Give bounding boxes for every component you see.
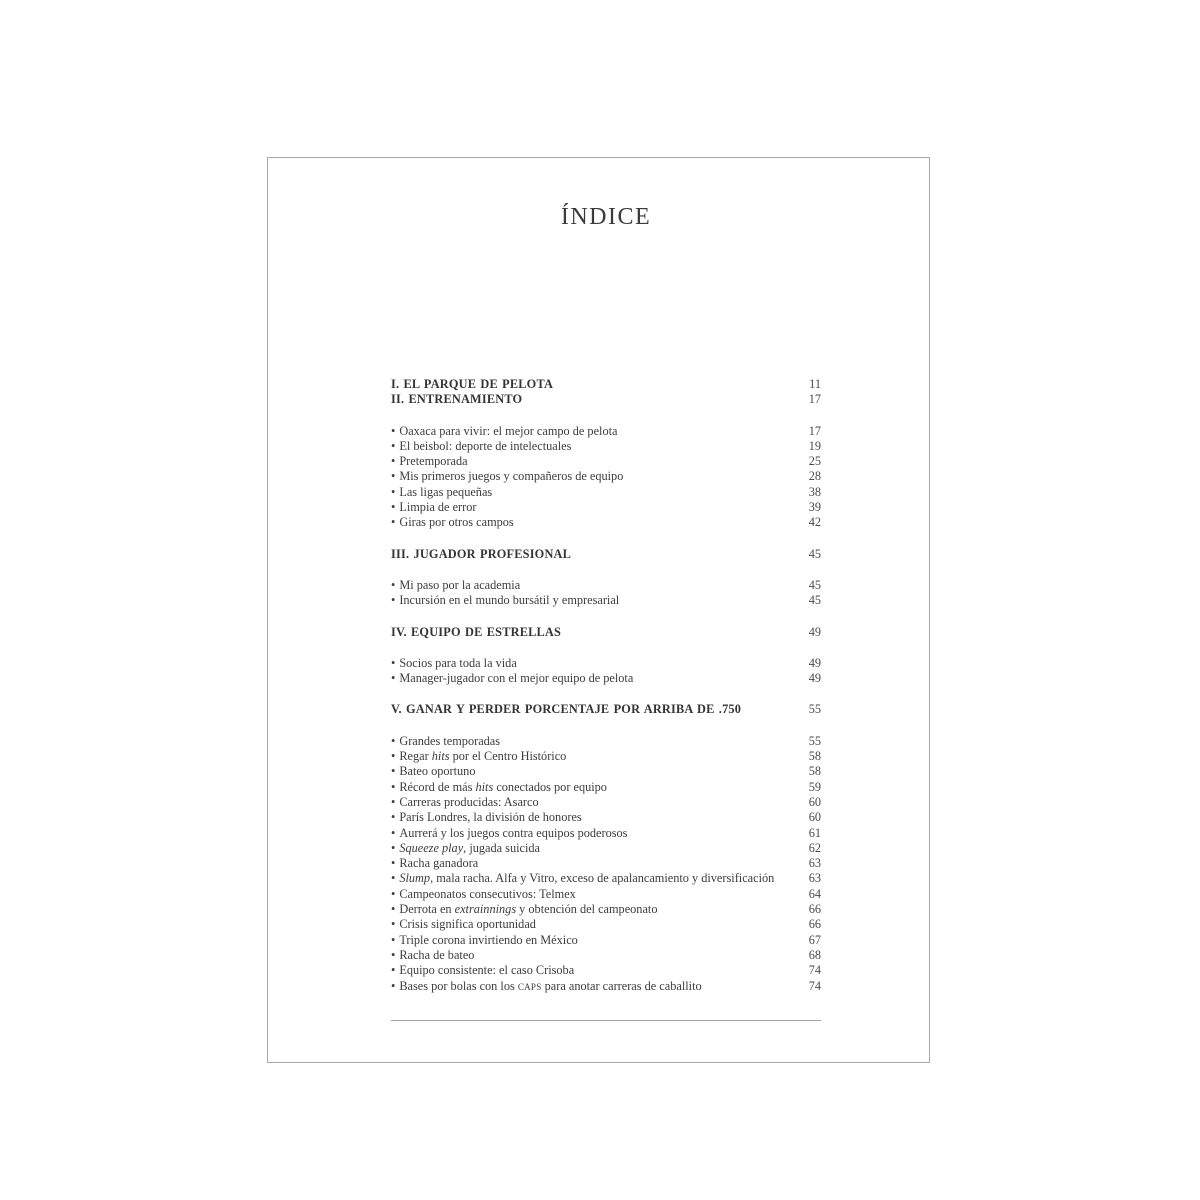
toc-item-row: [391, 734, 821, 749]
item-label: [399, 656, 516, 670]
bullet-marker: •: [391, 733, 396, 748]
item-text-segment: Regar: [399, 749, 432, 764]
item-label: [399, 515, 513, 529]
item-text-segment: y obtención del campeonato: [516, 902, 658, 917]
bullet-marker: •: [391, 856, 396, 871]
page-number: 45: [808, 577, 821, 592]
item-label: [399, 439, 571, 453]
item-text-segment: , mala racha. Alfa y Vitro, exceso de apalancamiento y diversificación: [430, 871, 775, 886]
toc-item-row: [391, 671, 821, 686]
item-text-segment: Récord de más: [399, 779, 476, 794]
toc: [391, 377, 821, 1021]
toc-group: [391, 702, 821, 993]
page-number: 49: [808, 624, 821, 639]
page-number: 39: [808, 500, 821, 515]
page-number: 17: [808, 423, 821, 438]
toc-item-row: [391, 764, 821, 779]
item-label: [399, 500, 476, 514]
toc-item-row: [391, 841, 821, 856]
page-number: 58: [808, 749, 821, 764]
bullet-marker: •: [391, 423, 396, 438]
item-text-segment: por el Centro Histórico: [449, 749, 567, 764]
bullet-marker: •: [391, 779, 396, 794]
bullet-marker: •: [391, 917, 396, 932]
page-number: 55: [808, 733, 821, 748]
bullet-marker: •: [391, 764, 396, 779]
item-text-segment: Squeeze play: [399, 840, 464, 855]
toc-item-row: [391, 593, 821, 608]
bullet-marker: •: [391, 671, 396, 686]
toc-group: [391, 625, 821, 687]
page-number: 59: [808, 779, 821, 794]
bullet-marker: •: [391, 500, 396, 515]
item-text-segment: París Londres, la división de honores: [399, 810, 582, 825]
chapter-label: IV. EQUIPO DE ESTRELLAS: [391, 624, 562, 639]
item-text-segment: Giras por otros campos: [399, 515, 514, 530]
toc-item-row: [391, 749, 821, 764]
item-text-segment: Bateo oportuno: [399, 764, 476, 779]
chapter-label: III. JUGADOR PROFESIONAL: [391, 546, 572, 561]
item-label: [399, 593, 619, 607]
item-label: [399, 671, 633, 685]
toc-item-row: [391, 902, 821, 917]
item-text-segment: El beisbol: deporte de intelectuales: [399, 438, 572, 453]
item-text-segment: Mis primeros juegos y compañeros de equipo: [399, 469, 624, 484]
item-text-segment: Manager-jugador con el mejor equipo de pelota: [399, 671, 634, 686]
bullet-marker: •: [391, 484, 396, 499]
bullet-marker: •: [391, 978, 396, 993]
item-label: [399, 734, 500, 748]
chapter-label: V. GANAR Y PERDER PORCENTAJE POR ARRIBA DE .750: [391, 702, 742, 717]
footer-rule: [391, 1020, 821, 1021]
item-label: [399, 485, 492, 499]
toc-item-row: [391, 856, 821, 871]
item-text-segment: caps: [517, 978, 542, 993]
page-title: ÍNDICE: [560, 204, 652, 230]
item-label: [399, 856, 478, 870]
item-label: [399, 578, 520, 592]
page-number: 67: [808, 932, 821, 947]
toc-item-row: [391, 795, 821, 810]
bullet-marker: •: [391, 655, 396, 670]
page-number: 58: [808, 764, 821, 779]
toc-chapter-row: [391, 625, 821, 640]
item-text-segment: Bases por bolas con los: [399, 978, 518, 993]
page-number: 49: [808, 671, 821, 686]
page-number: 60: [808, 810, 821, 825]
item-text-segment: Incursión en el mundo bursátil y empresarial: [399, 593, 620, 608]
bullet-marker: •: [391, 810, 396, 825]
page-number: 66: [808, 902, 821, 917]
bullet-marker: •: [391, 871, 396, 886]
bullet-marker: •: [391, 593, 396, 608]
item-text-segment: Socios para toda la vida: [399, 655, 517, 670]
page-number: 63: [808, 871, 821, 886]
item-text-segment: Derrota en: [399, 902, 455, 917]
bullet-marker: •: [391, 825, 396, 840]
page-number: 66: [808, 917, 821, 932]
page-number: 74: [808, 978, 821, 993]
toc-item-row: [391, 887, 821, 902]
item-text-segment: Equipo consistente: el caso Crisoba: [399, 963, 575, 978]
toc-item-row: [391, 515, 821, 530]
page-number: 64: [808, 886, 821, 901]
page-number: 61: [808, 825, 821, 840]
item-label: [399, 424, 617, 438]
bullet-marker: •: [391, 438, 396, 453]
item-text-segment: Grandes temporadas: [399, 733, 501, 748]
bullet-marker: •: [391, 963, 396, 978]
toc-item-row: [391, 826, 821, 841]
page-number: 19: [808, 438, 821, 453]
bullet-marker: •: [391, 902, 396, 917]
toc-chapter-row: [391, 392, 821, 407]
toc-chapter-row: [391, 547, 821, 562]
item-label: [399, 979, 701, 993]
item-text-segment: Racha ganadora: [399, 856, 479, 871]
toc-item-row: [391, 979, 821, 994]
page-number: 45: [808, 546, 821, 561]
toc-item-row: [391, 454, 821, 469]
bullet-marker: •: [391, 886, 396, 901]
toc-items: [391, 424, 821, 531]
page-number: 17: [808, 392, 821, 407]
toc-chapter-row: [391, 377, 821, 392]
toc-item-row: [391, 469, 821, 484]
page-content: [268, 204, 929, 1021]
page-number: 49: [808, 655, 821, 670]
item-text-segment: Slump: [399, 871, 431, 886]
bullet-marker: •: [391, 515, 396, 530]
item-text-segment: Oaxaca para vivir: el mejor campo de pelota: [399, 423, 618, 438]
item-label: [399, 917, 536, 931]
page-number: 28: [808, 469, 821, 484]
chapter-label: I. EL PARQUE DE PELOTA: [391, 377, 554, 391]
toc-item-row: [391, 578, 821, 593]
bullet-marker: •: [391, 454, 396, 469]
page-number: 60: [808, 794, 821, 809]
page-number: 55: [808, 702, 821, 717]
toc-item-row: [391, 424, 821, 439]
item-text-segment: hits: [475, 779, 494, 794]
bullet-marker: •: [391, 794, 396, 809]
toc-item-row: [391, 948, 821, 963]
item-text-segment: Racha de bateo: [399, 947, 475, 962]
toc-item-row: [391, 500, 821, 515]
item-text-segment: Campeonatos consecutivos: Telmex: [399, 886, 576, 901]
toc-item-row: [391, 871, 821, 886]
bullet-marker: •: [391, 577, 396, 592]
item-label: [399, 810, 581, 824]
page-number: 45: [808, 593, 821, 608]
chapter-label: II. ENTRENAMIENTO: [391, 392, 523, 407]
item-label: [399, 963, 574, 977]
item-text-segment: Triple corona invirtiendo en México: [399, 932, 578, 947]
toc-item-row: [391, 963, 821, 978]
toc-items: [391, 578, 821, 609]
item-label: [399, 764, 475, 778]
toc-item-row: [391, 780, 821, 795]
item-label: [399, 841, 540, 855]
page-number: 62: [808, 840, 821, 855]
item-label: [399, 780, 607, 794]
item-label: [399, 902, 657, 916]
item-label: [399, 749, 566, 763]
item-label: [399, 887, 576, 901]
item-text-segment: hits: [431, 749, 450, 764]
page-number: 68: [808, 947, 821, 962]
item-label: [399, 454, 467, 468]
item-text-segment: Pretemporada: [399, 454, 468, 469]
toc-items: [391, 656, 821, 687]
page-number: 11: [809, 377, 821, 391]
item-label: [399, 871, 774, 885]
item-text-segment: Las ligas pequeñas: [399, 484, 493, 499]
item-text-segment: para anotar carreras de caballito: [541, 978, 702, 993]
toc-chapter-row: [391, 702, 821, 717]
item-label: [399, 469, 623, 483]
page-number: 38: [808, 484, 821, 499]
toc-group: [391, 377, 821, 531]
toc-group: [391, 547, 821, 609]
bullet-marker: •: [391, 947, 396, 962]
item-label: [399, 795, 538, 809]
item-label: [399, 826, 627, 840]
item-text-segment: Limpia de error: [399, 500, 477, 515]
bullet-marker: •: [391, 840, 396, 855]
item-label: [399, 948, 474, 962]
book-page: [267, 157, 930, 1063]
toc-item-row: [391, 933, 821, 948]
item-text-segment: Carreras producidas: Asarco: [399, 794, 539, 809]
bullet-marker: •: [391, 749, 396, 764]
page-number: 63: [808, 856, 821, 871]
item-text-segment: conectados por equipo: [493, 779, 607, 794]
toc-item-row: [391, 810, 821, 825]
toc-item-row: [391, 917, 821, 932]
item-text-segment: extrainnings: [454, 902, 517, 917]
item-label: [399, 933, 578, 947]
toc-items: [391, 734, 821, 994]
toc-item-row: [391, 485, 821, 500]
item-text-segment: Mi paso por la academia: [399, 577, 521, 592]
bullet-marker: •: [391, 932, 396, 947]
toc-item-row: [391, 439, 821, 454]
toc-item-row: [391, 656, 821, 671]
page-number: 74: [808, 963, 821, 978]
item-text-segment: Crisis significa oportunidad: [399, 917, 536, 932]
item-text-segment: , jugada suicida: [463, 840, 541, 855]
page-number: 25: [808, 454, 821, 469]
bullet-marker: •: [391, 469, 396, 484]
item-text-segment: Aurrerá y los juegos contra equipos poderosos: [399, 825, 628, 840]
page-number: 42: [808, 515, 821, 530]
